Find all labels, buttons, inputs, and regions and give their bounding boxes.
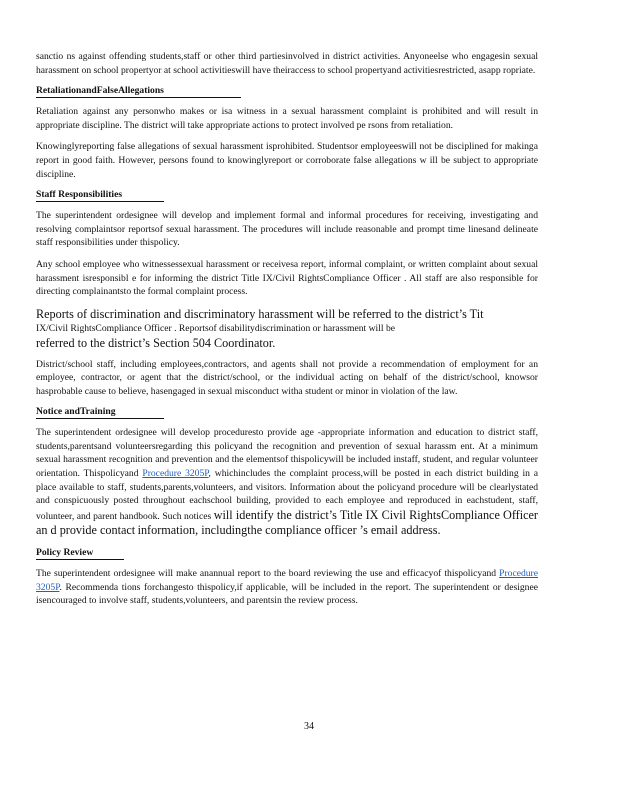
document-page — [36, 50, 538, 616]
review-text-a: The superintendent ordesignee will make anannual report to the board reviewing the use and efficacyof thispolicyand — [36, 568, 497, 580]
notice-text-d: information, includingthe compliance officer ’s email address. — [137, 523, 441, 538]
paragraph-policy-review — [36, 567, 538, 608]
notice-text-b: , whichincludes the complaint process,will be posted in each district building in a place available to staff, students,parents,volunteers, and visitors. Information about the policyand procedure will be clearlystated and conspicuously posted throughout eachschool building, provided to each employee and reproduced in eachstudent, staff, volunteer, and parent handbook. Such notices — [36, 468, 539, 522]
notice-text-c: will identify the district’s Title IX Civil RightsCompliance Officer an d provide contact — [36, 507, 538, 538]
paragraph-sanctions: sanctio ns against offending students,staff or other third partiesinvolved in district activities. Anyoneelse who engagesin sexual harassment on school propertyor at school activitieswill have theiraccess to school propertyand activitiesrestricted, asapp ropriate. — [36, 51, 538, 76]
referral-line-1: Reports of discrimination and discriminatory harassment will be referred to the district’s Tit — [36, 306, 484, 321]
notice-text-a: The superintendent ordesignee will develop proceduresto provide age -appropriate information and education to district staff, students,parentsand volunteersregarding this policyand the recognition and prevention of sexual harassm ent. At a minimum sexual harassment recognition and prevention and the elementsof thispolicywill be included instaff, student, and regular volunteer orientation. Thispolicyand — [36, 427, 538, 480]
referral-line-2: IX/Civil RightsCompliance Officer . Reportsof disabilitydiscrimination or harassment will be — [36, 323, 395, 335]
referral-line-3: referred to the district’s Section 504 Coordinator. — [36, 335, 276, 350]
paragraph-employee-duty: Any school employee who witnessessexual harassment or receivesa report, informal complaint, or written complaint about sexual harassment isresponsibl e for informing the district Title IX/Civil RightsCompliance Officer . All staff are also responsible for directing complainantsto the formal complaint process. — [36, 258, 538, 298]
heading-notice-training: Notice andTraining — [36, 406, 164, 419]
review-text-b: . Recommenda tions forchangesto thispolicy,if applicable, will be included in the report. The superintendent or designee isencouraged to involve staff, students,volunteers, and parentsin the review process. — [36, 581, 538, 607]
heading-policy-review: Policy Review — [36, 547, 124, 560]
page-number: 34 — [304, 721, 314, 732]
procedure-link[interactable]: Procedure 3205P — [142, 468, 209, 480]
paragraph-procedures: The superintendent ordesignee will develop and implement formal and informal procedures for receiving, investigating and resolving complaintsor reportsof sexual harassment. The procedures will include reasonable and prompt time linesand delineate staff responsibilities under thispolicy. — [36, 210, 538, 249]
paragraph-false-allegations: Knowinglyreporting false allegations of sexual harassment isprohibited. Studentsor employeeswill not be disciplined for makinga report in good faith. However, persons found to knowinglyreport or corroborate false allegations w ill be subject to appropriate discipline. — [36, 141, 538, 180]
paragraph-notice — [36, 426, 538, 539]
procedure-link-review[interactable]: Procedure 3205P — [36, 568, 539, 593]
paragraph-retaliation: Retaliation against any personwho makes or isa witness in a sexual harassment complaint is prohibited and will result in appropriate discipline. The district will take appropriate actions to protect involved pe rsons from retaliation. — [36, 106, 538, 131]
heading-retaliation: RetaliationandFalseAllegations — [36, 85, 241, 98]
heading-staff-responsibilities: Staff Responsibilities — [36, 189, 164, 202]
paragraph-recommendation: District/school staff, including employees,contractors, and agents shall not provide a recommendation of employment for an employee, contractor, or agent that the district/school, or the individual acting on behalf of the district/school, knowsor hasprobable cause to believe, hasengaged in sexual misconduct witha student or minor in violation of the law. — [36, 358, 538, 397]
paragraph-referral — [36, 307, 538, 352]
